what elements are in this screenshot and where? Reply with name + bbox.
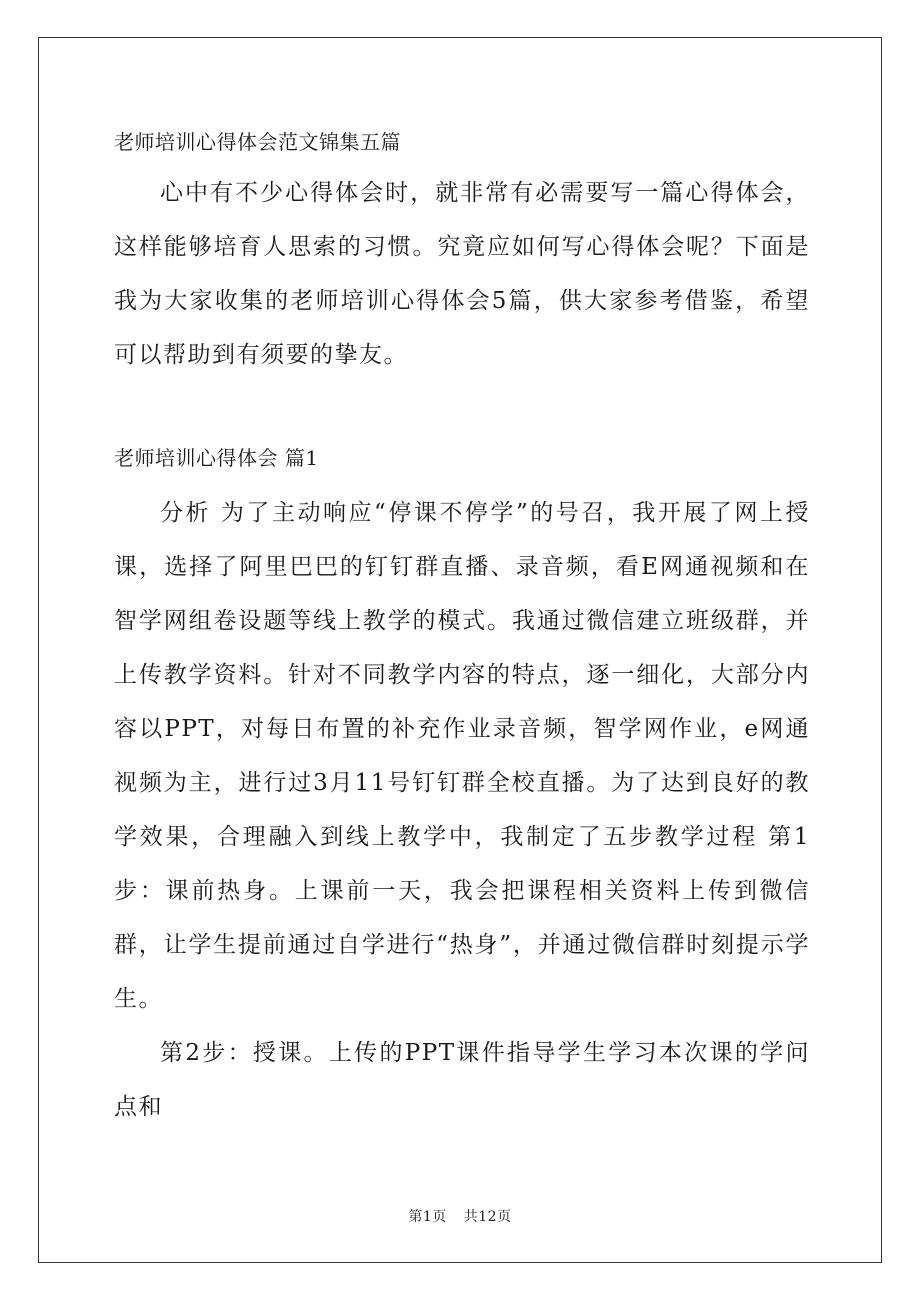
page-number-total: 共12页 xyxy=(463,1209,512,1225)
section-paragraph-2: 第2步：授课。上传的PPT课件指导学生学习本次课的学问点和 xyxy=(114,1040,810,1120)
document-title: 老师培训心得体会范文锦集五篇 xyxy=(114,130,401,154)
page-footer xyxy=(0,1206,920,1226)
document-body xyxy=(114,120,810,1134)
intro-paragraph: 心中有不少心得体会时，就非常有必需要写一篇心得体会，这样能够培育人思索的习惯。究竟应如何写心得体会呢？下面是我为大家收集的老师培训心得体会5篇，供大家参考借鉴，希望可以帮助到有须要的挚友。 xyxy=(114,180,810,368)
page-number-current: 第1页 xyxy=(408,1209,447,1225)
section-heading: 老师培训心得体会 篇1 xyxy=(114,446,319,470)
section-paragraph-1: 分析 为了主动响应“停课不停学”的号召，我开展了网上授课，选择了阿里巴巴的钉钉群直播、录音频，看E网通视频和在智学网组卷设题等线上教学的模式。我通过微信建立班级群，并上传教学资料。针对不同教学内容的特点，逐一细化，大部分内容以PPT，对每日布置的补充作业录音频，智学网作业，e网通视频为主，进行过3月11号钉钉群全校直播。为了达到良好的教学效果，合理融入到线上教学中，我制定了五步教学过程 第1步：课前热身。上课前一天，我会把课程相关资料上传到微信群，让学生提前通过自学进行“热身”，并通过微信群时刻提示学生。 xyxy=(114,500,810,1012)
